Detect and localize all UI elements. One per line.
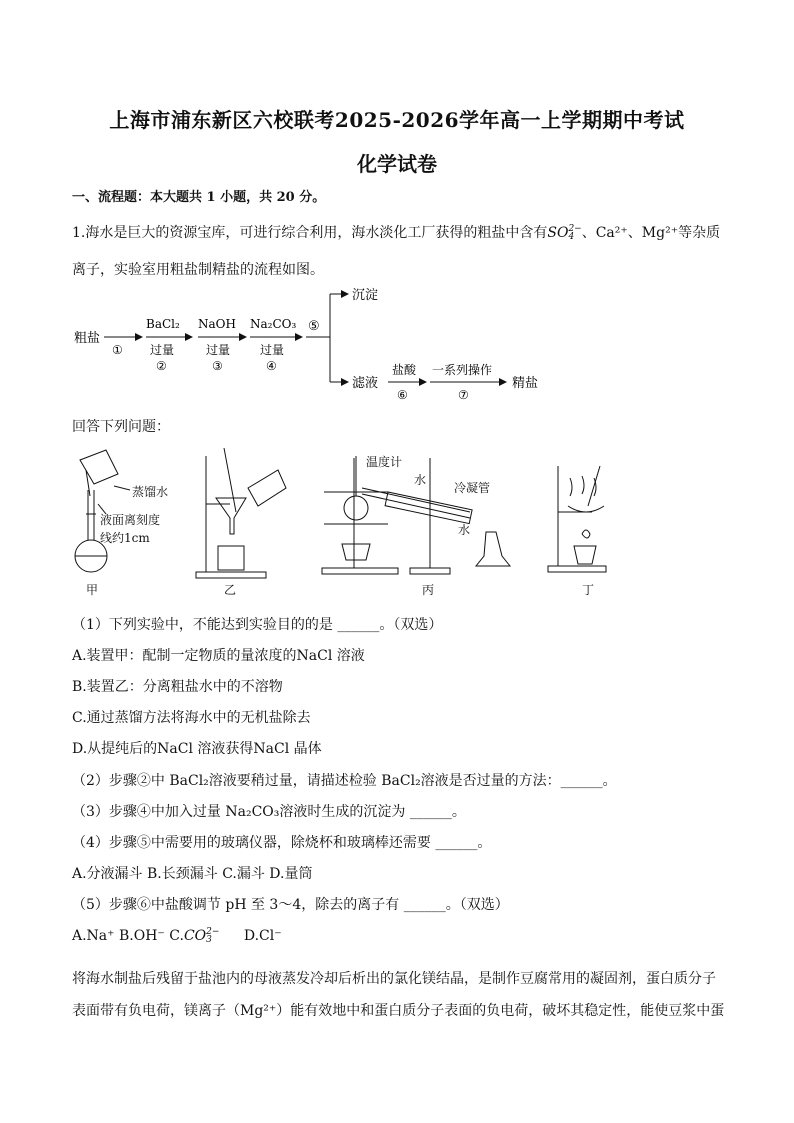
flow-reagent-6: 盐酸 [392,363,417,377]
sub-question-2: （2）步骤②中 BaCl₂溶液要稍过量，请描述检验 BaCl₂溶液是否过量的方法：______。 [72,773,617,789]
apparatus-bing [322,454,510,574]
label-level-note-1: 液面离刻度 [100,513,161,527]
intro-text-a: 1.海水是巨大的资源宝库，可进行综合利用，海水淡化工厂获得的粗盐中含有 [72,225,548,241]
apparatus-yi [196,448,286,578]
option-1D: D.从提纯后的NaCl 溶液获得NaCl 晶体 [72,741,322,757]
intro-text-b: 、Ca²⁺、Mg²⁺等杂质 [581,225,721,241]
label-bing: 丙 [422,583,435,597]
question-intro-line1 [72,222,722,242]
flow-step-3: ③ [212,359,223,373]
paragraph-line1: 将海水制盐后残留于盐池内的母液蒸发冷却后析出的氯化镁结晶，是制作豆腐常用的凝固剂，蛋白质分子 [72,971,716,987]
label-jia: 甲 [86,583,99,597]
flow-step-5: ⑤ [308,319,320,334]
question-intro-line2: 离子，实验室用粗盐制精盐的流程如图。 [72,262,324,278]
apparatus-ding [548,466,606,572]
options-5-ab: A.Na⁺ B.OH⁻ C. [72,928,184,944]
flow-op-7: 一系列操作 [432,363,493,377]
flow-cond-3: 过量 [260,343,285,357]
apparatus-jia [75,450,168,572]
paragraph-line2: 表面带有负电荷，镁离子（Mg²⁺）能有效地中和蛋白质分子表面的负电荷，破坏其稳定性，能使豆浆中蛋 [72,1003,725,1019]
flow-step-4: ④ [266,359,277,373]
process-flow-chart [70,282,590,402]
sub-question-1: （1）下列实验中，不能达到实验目的的是 ______。（双选） [72,617,443,633]
sulfate-ion: SO 2− 4 [547,224,582,242]
label-distilled-water: 蒸馏水 [132,485,169,499]
flow-reagent-2: NaOH [198,317,236,331]
options-5-d: D.Cl⁻ [243,928,282,944]
carbonate-ion: CO 2− 3 [183,927,220,945]
option-1C: C.通过蒸馏方法将海水中的无机盐除去 [72,710,311,726]
sub-question-4: （4）步骤⑤中需要用的玻璃仪器，除烧杯和玻璃棒还需要 ______。 [72,835,492,851]
flow-start: 粗盐 [74,331,101,346]
exam-subtitle: 化学试卷 [357,152,437,176]
flow-filtrate: 滤液 [352,376,379,391]
flow-precipitate: 沉淀 [352,288,379,303]
option-1B: B.装置乙：分离粗盐水中的不溶物 [72,679,283,695]
flow-cond-1: 过量 [150,343,175,357]
label-thermometer: 温度计 [366,455,403,469]
options-5 [72,928,722,944]
label-yi: 乙 [224,583,237,597]
label-ding: 丁 [582,583,595,597]
answer-prompt: 回答下列问题： [72,419,170,435]
flow-cond-2: 过量 [206,343,231,357]
flow-step-2: ② [156,359,167,373]
exam-title: 上海市浦东新区六校联考2025-2026学年高一上学期期中考试 [109,108,685,132]
label-condenser: 冷凝管 [454,481,491,495]
options-4: A.分液漏斗 B.长颈漏斗 C.漏斗 D.量筒 [72,866,313,882]
flow-step-1: ① [112,343,123,357]
sub-question-5: （5）步骤⑥中盐酸调节 pH 至 3～4，除去的离子有 ______。（双选） [72,897,509,913]
flow-step-7: ⑦ [458,388,469,402]
option-1A: A.装置甲：配制一定物质的量浓度的NaCl 溶液 [72,648,365,664]
label-water-out: 水 [458,523,471,537]
sub-question-3: （3）步骤④中加入过量 Na₂CO₃溶液时生成的沉淀为 ______。 [72,804,466,820]
section-heading: 一、流程题：本大题共 1 小题，共 20 分。 [72,190,326,205]
flow-reagent-3: Na₂CO₃ [250,317,297,331]
flow-step-6: ⑥ [397,388,408,402]
apparatus-figure [70,448,630,604]
flow-product: 精盐 [512,376,539,391]
label-water-in: 水 [414,473,427,487]
label-level-note-2: 线约1cm [100,531,150,545]
flow-reagent-1: BaCl₂ [146,317,180,331]
